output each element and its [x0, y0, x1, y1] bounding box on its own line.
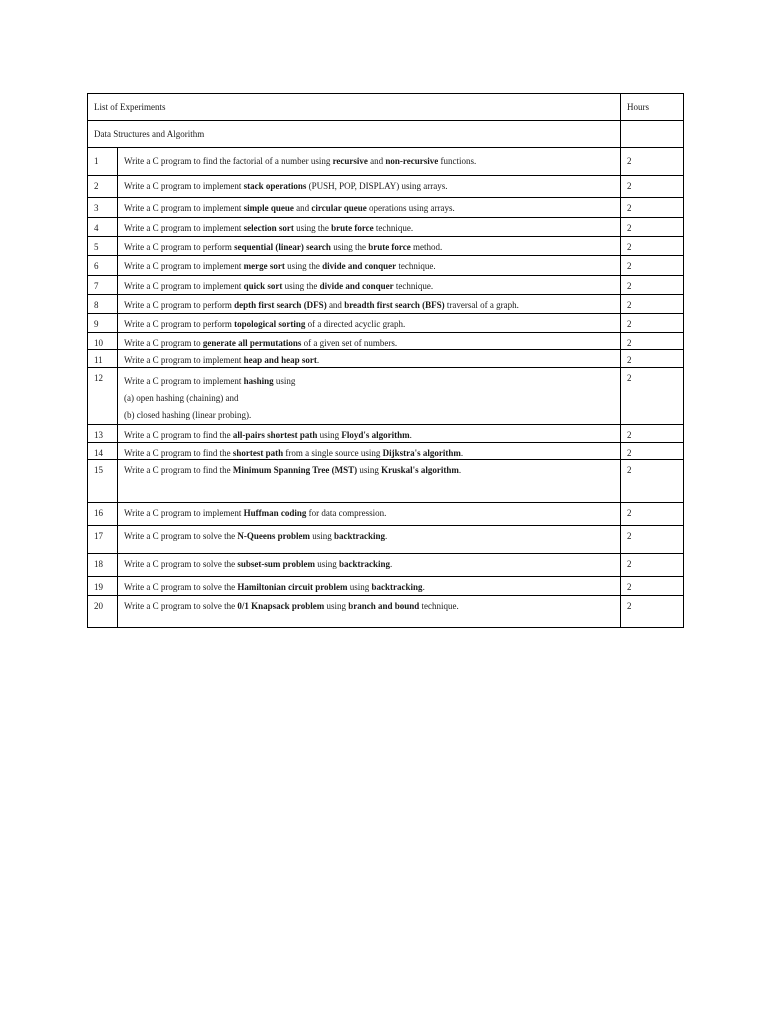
description-text: . — [422, 582, 425, 592]
experiment-number: 13 — [88, 425, 118, 443]
description-line — [124, 601, 614, 611]
keyword-text: 0/1 Knapsack problem — [237, 601, 325, 611]
table-row — [88, 148, 684, 176]
table-row — [88, 596, 684, 628]
experiment-number: 16 — [88, 503, 118, 526]
description-text: and — [326, 300, 345, 310]
description-subitem: (b) closed hashing (linear probing). — [124, 410, 252, 420]
keyword-text: depth first search (DFS) — [234, 300, 327, 310]
experiment-hours: 2 — [621, 176, 684, 198]
description-line — [124, 430, 614, 440]
experiment-hours: 2 — [621, 237, 684, 256]
experiment-hours: 2 — [621, 526, 684, 554]
description-text: Write a C program to implement — [124, 508, 244, 518]
description-text: Write a C program to solve the — [124, 531, 238, 541]
description-text: of a directed acyclic graph. — [305, 319, 406, 329]
table-row — [88, 350, 684, 368]
description-text: functions. — [438, 156, 477, 167]
description-line — [124, 319, 614, 329]
experiment-hours: 2 — [621, 554, 684, 577]
keyword-text: brute force — [368, 242, 411, 252]
keyword-text: heap and heap sort — [243, 355, 317, 365]
experiment-number: 10 — [88, 333, 118, 350]
experiment-hours: 2 — [621, 350, 684, 368]
description-line — [124, 559, 614, 569]
description-line — [124, 156, 614, 166]
experiment-description — [118, 218, 621, 237]
description-line — [124, 223, 614, 233]
experiment-description — [118, 596, 621, 628]
keyword-text: Huffman coding — [243, 508, 307, 518]
description-line — [124, 582, 614, 592]
description-text: using the — [284, 261, 323, 271]
experiment-number: 5 — [88, 237, 118, 256]
keyword-text: merge sort — [243, 261, 285, 271]
description-text: Write a C program to find the — [124, 430, 233, 440]
table-row — [88, 276, 684, 295]
table-title: List of Experiments — [88, 94, 621, 121]
description-text: Write a C program to find the — [124, 448, 233, 458]
keyword-text: breadth first search (BFS) — [344, 300, 445, 310]
description-text: using — [357, 465, 382, 475]
experiment-hours: 2 — [621, 256, 684, 276]
description-text: Write a C program to implement — [124, 181, 244, 191]
experiment-number: 8 — [88, 295, 118, 314]
experiment-hours: 2 — [621, 198, 684, 218]
experiment-hours: 2 — [621, 295, 684, 314]
keyword-text: Hamiltonian circuit problem — [237, 582, 348, 592]
experiment-description — [118, 333, 621, 350]
description-line — [124, 465, 614, 475]
keyword-text: divide and conquer — [322, 261, 397, 271]
experiment-number: 11 — [88, 350, 118, 368]
description-text: traversal of a graph. — [444, 300, 519, 310]
description-text: Write a C program to solve the — [124, 601, 238, 611]
experiment-description — [118, 460, 621, 503]
experiment-hours: 2 — [621, 276, 684, 295]
keyword-text: brute force — [331, 223, 374, 233]
description-line — [124, 203, 614, 213]
description-line — [124, 242, 614, 252]
keyword-text: Dijkstra's algorithm — [382, 448, 461, 458]
keyword-text: all-pairs shortest path — [232, 430, 318, 440]
table-row — [88, 218, 684, 237]
description-text: Write a C program to perform — [124, 300, 235, 310]
table-row — [88, 314, 684, 333]
keyword-text: hashing — [243, 376, 274, 386]
description-line — [124, 531, 614, 541]
keyword-text: subset-sum problem — [237, 559, 315, 569]
experiment-description — [118, 503, 621, 526]
experiment-number: 20 — [88, 596, 118, 628]
keyword-text: backtracking — [338, 559, 390, 569]
keyword-text: quick sort — [243, 281, 283, 291]
keyword-text: generate all permutations — [202, 338, 302, 348]
experiment-hours: 2 — [621, 333, 684, 350]
description-text: using the — [293, 223, 332, 233]
keyword-text: Floyd's algorithm — [341, 430, 410, 440]
keyword-text: sequential (linear) search — [234, 242, 331, 252]
experiment-number: 18 — [88, 554, 118, 577]
description-text: Write a C program to implement — [124, 223, 244, 233]
description-text: technique. — [373, 223, 414, 233]
subject-title: Data Structures and Algorithm — [88, 121, 621, 148]
description-text: . — [316, 355, 320, 365]
description-text: using the — [330, 242, 369, 252]
experiment-hours: 2 — [621, 460, 684, 503]
description-line — [124, 300, 614, 310]
experiment-description — [118, 425, 621, 443]
description-text: using — [309, 531, 334, 541]
description-text: using — [347, 582, 372, 592]
description-text: for data compression. — [306, 508, 387, 518]
description-text: using — [317, 430, 342, 440]
keyword-text: stack operations — [243, 181, 307, 191]
description-line — [124, 355, 614, 365]
description-text: Write a C program to implement — [124, 376, 244, 386]
experiment-number: 6 — [88, 256, 118, 276]
keyword-text: backtracking — [371, 582, 423, 592]
keyword-text: backtracking — [333, 531, 385, 541]
description-text: Write a C program to find the factorial of a number using — [124, 156, 333, 167]
table-row — [88, 425, 684, 443]
description-text: and — [367, 156, 386, 167]
keyword-text: selection sort — [243, 223, 294, 233]
description-text: Write a C program to perform — [124, 242, 235, 252]
keyword-text: circular queue — [311, 203, 367, 213]
description-text: Write a C program to implement — [124, 261, 244, 271]
experiment-description — [118, 237, 621, 256]
description-text: technique. — [393, 281, 434, 291]
table-row — [88, 176, 684, 198]
description-text: . — [390, 559, 393, 569]
experiment-description — [118, 526, 621, 554]
description-text: (PUSH, POP, DISPLAY) using arrays. — [306, 181, 448, 191]
description-line — [124, 181, 614, 191]
experiment-hours: 2 — [621, 577, 684, 596]
description-text: technique. — [396, 261, 436, 271]
keyword-text: N-Queens problem — [237, 531, 310, 541]
keyword-text: Kruskal's algorithm — [381, 465, 459, 475]
experiment-number: 3 — [88, 198, 118, 218]
description-text: method. — [410, 242, 443, 252]
description-text: Write a C program to perform — [124, 319, 235, 329]
experiment-number: 9 — [88, 314, 118, 333]
keyword-text: Minimum Spanning Tree (MST) — [232, 465, 358, 475]
experiment-description — [118, 295, 621, 314]
table-row — [88, 333, 684, 350]
experiment-number: 2 — [88, 176, 118, 198]
description-text: operations using arrays. — [366, 203, 455, 213]
experiment-hours: 2 — [621, 596, 684, 628]
experiment-description — [118, 368, 621, 425]
description-text: using the — [282, 281, 320, 291]
table-row — [88, 503, 684, 526]
table-row — [88, 198, 684, 218]
experiment-description — [118, 256, 621, 276]
experiment-description — [118, 176, 621, 198]
experiment-description — [118, 148, 621, 176]
experiment-hours: 2 — [621, 148, 684, 176]
description-line — [124, 448, 614, 458]
description-text: . — [384, 531, 388, 541]
description-text: using — [273, 376, 296, 386]
experiment-description — [118, 314, 621, 333]
description-text: . — [460, 448, 464, 458]
table-row — [88, 554, 684, 577]
description-line — [124, 508, 614, 518]
experiment-description — [118, 350, 621, 368]
keyword-text: simple queue — [243, 203, 294, 213]
table-row — [88, 237, 684, 256]
keyword-text: shortest path — [232, 448, 284, 458]
keyword-text: branch and bound — [348, 601, 420, 611]
experiment-description — [118, 577, 621, 596]
description-text: of a given set of numbers. — [301, 338, 398, 348]
experiment-hours: 2 — [621, 443, 684, 460]
description-line — [124, 338, 614, 348]
experiment-number: 7 — [88, 276, 118, 295]
experiment-hours: 2 — [621, 368, 684, 425]
keyword-text: non-recursive — [385, 156, 439, 167]
experiment-description — [118, 198, 621, 218]
table-row — [88, 577, 684, 596]
description-subitem: (a) open hashing (chaining) and — [124, 393, 239, 403]
subject-row — [88, 121, 684, 148]
description-line — [124, 373, 614, 390]
description-text: using — [324, 601, 349, 611]
subject-hours-cell — [621, 121, 684, 148]
description-text: Write a C program to solve the — [124, 559, 238, 569]
experiment-number: 17 — [88, 526, 118, 554]
description-line — [124, 281, 614, 291]
description-line — [124, 261, 614, 271]
description-text: technique. — [419, 601, 459, 611]
experiment-hours: 2 — [621, 314, 684, 333]
experiment-description — [118, 554, 621, 577]
keyword-text: divide and conquer — [319, 281, 394, 291]
description-text: Write a C program to — [124, 338, 203, 348]
experiments-table — [87, 93, 684, 628]
description-text: . — [409, 430, 412, 440]
table-row — [88, 295, 684, 314]
table-row — [88, 460, 684, 503]
experiment-number: 1 — [88, 148, 118, 176]
experiment-number: 14 — [88, 443, 118, 460]
description-text: Write a C program to solve the — [124, 582, 238, 592]
description-text: Write a C program to find the — [124, 465, 233, 475]
description-text: and — [293, 203, 312, 213]
experiment-number: 19 — [88, 577, 118, 596]
table-row — [88, 526, 684, 554]
description-text: using — [314, 559, 339, 569]
experiment-number: 15 — [88, 460, 118, 503]
keyword-text: topological sorting — [234, 319, 306, 329]
description-text: . — [458, 465, 462, 475]
table-row — [88, 368, 684, 425]
experiment-number: 12 — [88, 368, 118, 425]
description-text: Write a C program to implement — [124, 281, 244, 291]
experiment-hours: 2 — [621, 218, 684, 237]
description-text: from a single source using — [283, 448, 383, 458]
experiment-description — [118, 276, 621, 295]
experiment-hours: 2 — [621, 425, 684, 443]
experiment-description — [118, 443, 621, 460]
experiments-body — [88, 148, 684, 628]
experiment-hours: 2 — [621, 503, 684, 526]
hours-column-header: Hours — [621, 94, 684, 121]
keyword-text: recursive — [332, 156, 368, 167]
table-row — [88, 256, 684, 276]
table-header-row — [88, 94, 684, 121]
description-text: Write a C program to implement — [124, 203, 244, 213]
description-text: Write a C program to implement — [124, 355, 244, 365]
table-row — [88, 443, 684, 460]
experiment-number: 4 — [88, 218, 118, 237]
